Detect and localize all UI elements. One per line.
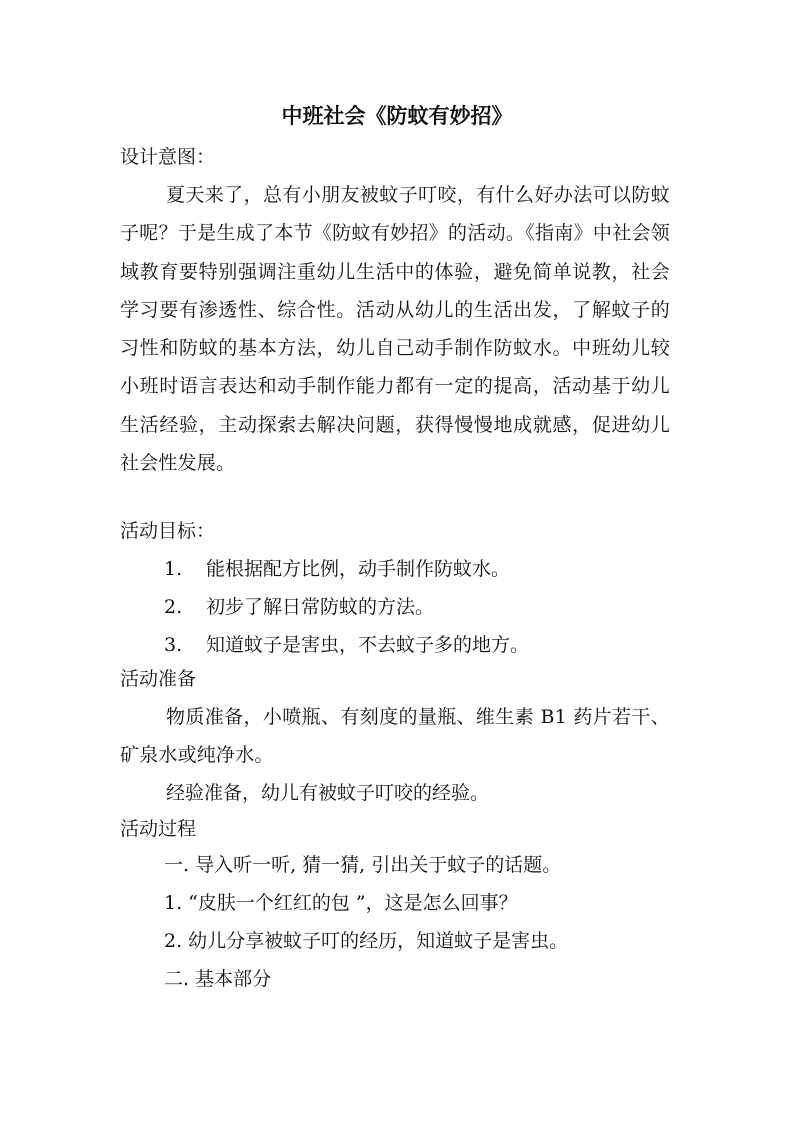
process-step-1-2: 2. 幼儿分享被蚊子叮的经历，知道蚊子是害虫。 [164,930,569,952]
design-paragraph: 夏天来了，总有小朋友被蚊子叮咬，有什么好办法可以防蚊子呢？于是生成了本节《防蚊有妙招》的活动。《指南》中社会领域教育要特别强调注重幼儿生活中的体验，避免简单说教，社会学习要有渗透性、综合性。活动从幼儿的生活出发，了解蚊子的习性和防蚊的基本方法，幼儿自己动手制作防蚊水。中班幼儿较小班时语言表达和动手制作能力都有一定的提高，活动基于幼儿生活经验，主动探索去解决问题，获得慢慢地成就感，促进幼儿社会性发展。 [120,184,670,475]
goals-heading: 活动目标： [120,520,216,542]
goal-text: 知道蚊子是害虫，不去蚊子多的地方。 [206,634,530,656]
document-title: 中班社会《防蚊有妙招》 [281,103,513,128]
process-step-1-1: 1. “皮肤一个红红的包 ”，这是怎么回事？ [164,892,518,914]
goal-text: 能根据配方比例，动手制作防蚊水。 [206,558,511,580]
process-step-2: 二. 基本部分 [164,968,272,990]
goal-number: 2. [164,596,183,618]
process-heading: 活动过程 [120,818,197,840]
goal-item [164,588,434,626]
prep-heading: 活动准备 [120,668,197,690]
goal-number: 1. [164,558,183,580]
process-step-1: 一. 导入听一听, 猜一猜, 引出关于蚊子的话题。 [164,854,562,876]
design-heading: 设计意图： [120,146,216,168]
goal-item [164,626,529,664]
goal-item [164,550,510,588]
prep-experience-line: 经验准备，幼儿有被蚊子叮咬的经验。 [166,782,490,804]
prep-material-paragraph: 物质准备，小喷瓶、有刻度的量瓶、维生素 B1 药片若干、矿泉水或纯净水。 [120,706,670,767]
goal-number: 3. [164,634,183,656]
goal-text: 初步了解日常防蚊的方法。 [206,596,435,618]
